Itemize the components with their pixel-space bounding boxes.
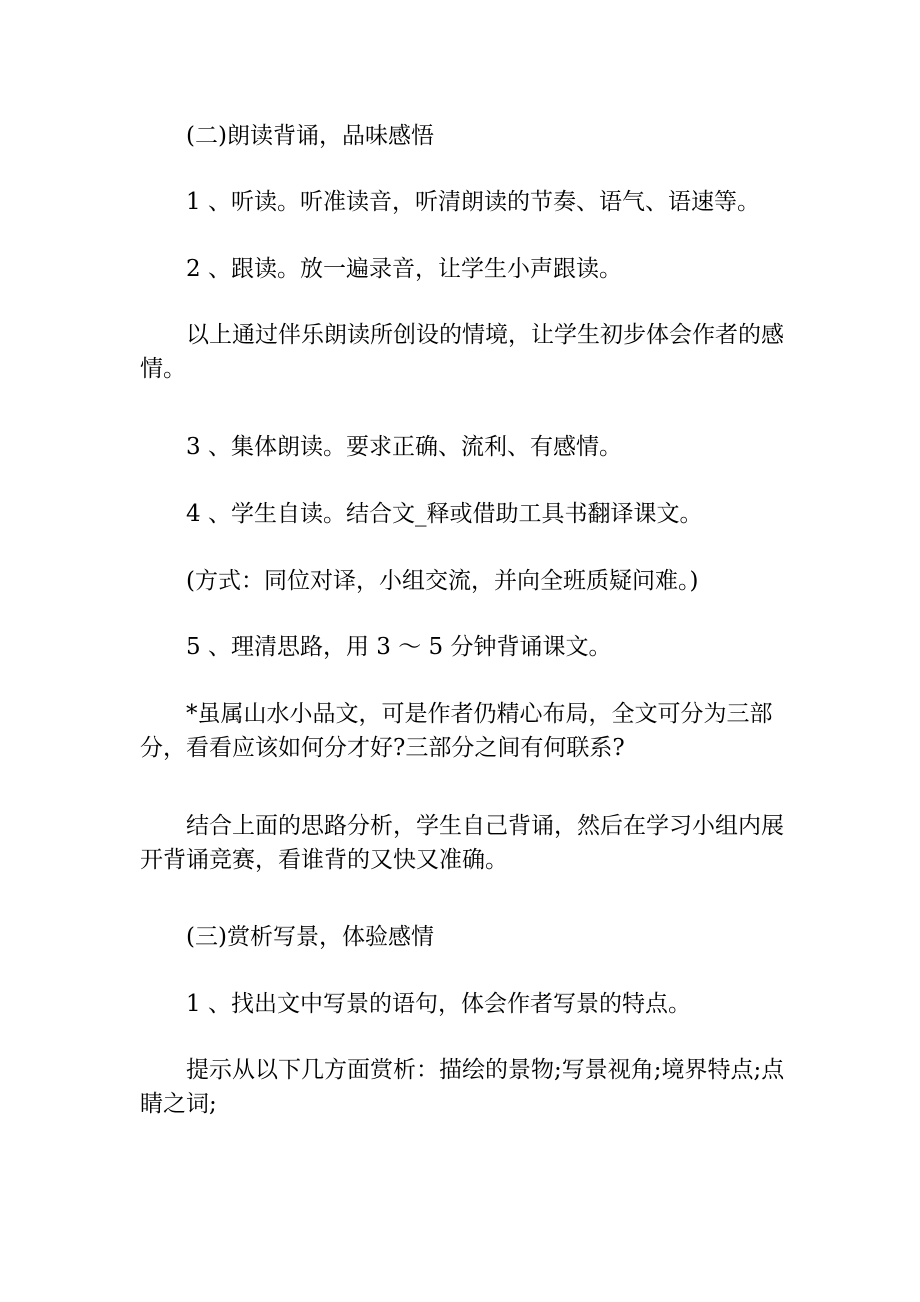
section-heading-2: (二)朗读背诵，品味感悟 <box>186 123 434 149</box>
paragraph-recite: 结合上面的思路分析，学生自己背诵，然后在学习小组内展开背诵竞赛，看谁背的又快又准确。 <box>140 813 784 873</box>
paragraph-hint: 提示从以下几方面赏析：描绘的景物;写景视角;境界特点;点睛之词; <box>140 1057 785 1117</box>
paragraph-follow-read: 2 、跟读。放一遍录音，让学生小声跟读。 <box>186 256 622 282</box>
section-heading-3: (三)赏析写景，体验感情 <box>186 924 434 950</box>
paragraph-situation: 以上通过伴乐朗读所创设的情境，让学生初步体会作者的感情。 <box>140 322 784 382</box>
paragraph-structure: *虽属山水小品文，可是作者仍精心布局，全文可分为三部分，看看应该如何分才好?三部分之间有何联系? <box>140 701 773 761</box>
paragraph-scenery: 1 、找出文中写景的语句，体会作者写景的特点。 <box>186 991 691 1017</box>
paragraph-outline: 5 、理清思路，用 3 ～ 5 分钟背诵课文。 <box>186 634 612 660</box>
paragraph-group-read: 3 、集体朗读。要求正确、流利、有感情。 <box>186 434 622 460</box>
paragraph-listen: 1 、听读。听准读音，听清朗读的节奏、语气、语速等。 <box>186 189 760 215</box>
paragraph-self-read: 4 、学生自读。结合文_释或借助工具书翻译课文。 <box>186 501 703 527</box>
paragraph-method: (方式：同位对译，小组交流，并向全班质疑问难。) <box>186 568 699 594</box>
